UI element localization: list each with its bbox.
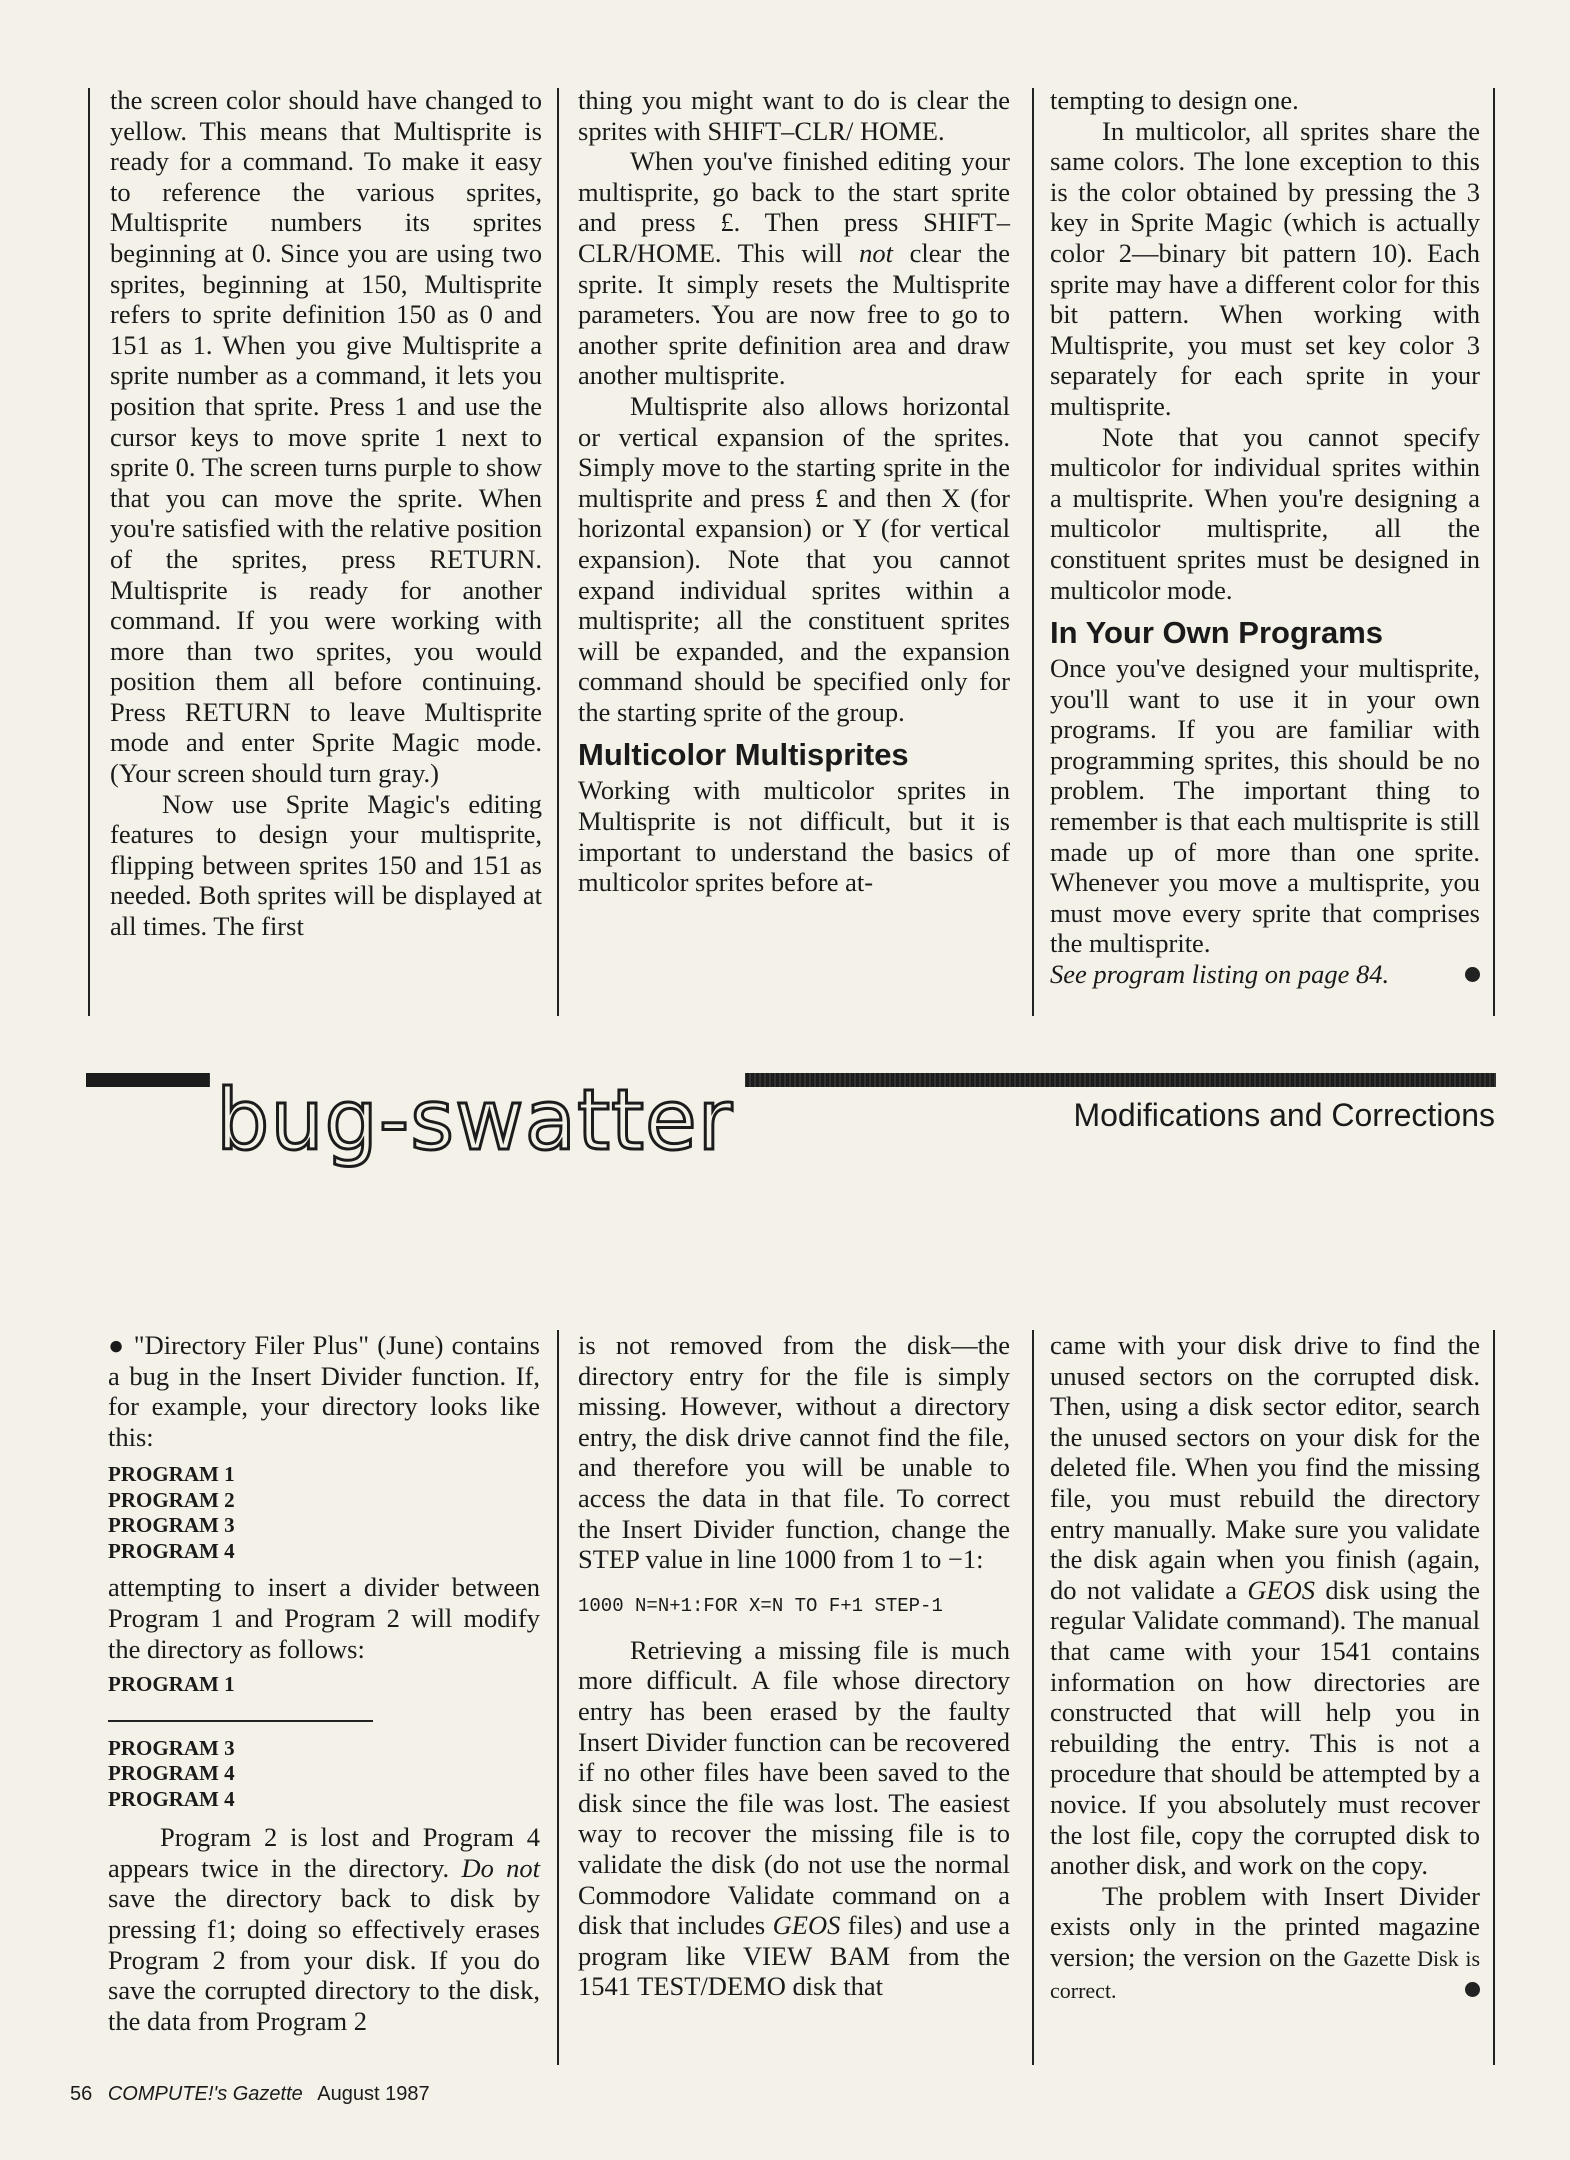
top-column-3 (1050, 85, 1480, 990)
paragraph: Program 2 is lost and Program 4 appears twice in the directory. Do not save the directory back to disk by pressing f1; doing so effectively erases Program 2 from your disk. If you do save the corrupted directory to the disk, the data from Program 2 (108, 1822, 541, 2036)
department-title: Modifications and Corrections (1073, 1097, 1495, 1133)
bullet-icon: ● (108, 1330, 134, 1360)
column-rule-top-left (88, 88, 90, 1016)
paragraph: Now use Sprite Magic's editing features to design your multisprite, flipping between sprites 150 and 151 as needed. Both sprites will be displayed at all times. The first (110, 788, 542, 942)
listing-line: PROGRAM 2 (108, 1487, 235, 1512)
page-number: 56 (70, 2083, 93, 2105)
section-heading: In Your Own Programs (1050, 615, 1384, 651)
bottom-column-2 (578, 1330, 1010, 2002)
paragraph: The problem with Insert Divider exists only in the printed magazine version; the version on the Gazette Disk is correct. (1050, 1880, 1481, 2004)
directory-listing (108, 1462, 540, 1564)
listing-line: PROGRAM 1 (108, 1672, 235, 1697)
code-line: 1000 N=N+1:FOR X=N TO F+1 STEP-1 (578, 1594, 943, 1617)
listing-line: PROGRAM 3 (108, 1735, 235, 1760)
paragraph: is not removed from the disk—the directory entry for the file is simply missing. However, without a directory entry, the disk drive cannot find the file, and therefore you will be unable to access the data in that file. To correct the Insert Divider function, change the STEP value in line 1000 from 1 to −1: (578, 1330, 1010, 1575)
paragraph: ● "Directory Filer Plus" (June) contains a bug in the Insert Divider function. If, for example, your directory looks like this: (108, 1330, 540, 1452)
paragraph: When you've finished editing your multisprite, go back to the start sprite and press £. Then press SHIFT–CLR/HOME. This will not clear the sprite. It simply resets the Multisprite parameters. You are now free to go to another sprite definition area and draw another multisprite. (578, 146, 1010, 391)
directory-listing-modified (108, 1672, 540, 1812)
listing-line: PROGRAM 3 (108, 1513, 235, 1538)
column-rule-top-right (1493, 88, 1495, 1016)
listing-line: PROGRAM 1 (108, 1462, 235, 1487)
top-column-2 (578, 85, 1010, 898)
column-rule-top-2 (1032, 88, 1034, 1016)
paragraph: tempting to design one. (1050, 85, 1299, 115)
paragraph: attempting to insert a divider between Program 1 and Program 2 will modify the directory as follows: (108, 1572, 540, 1664)
paragraph: Working with multicolor sprites in Multisprite is not difficult, but it is important to understand the basics of multicolor sprites before at- (578, 775, 1010, 898)
paragraph: Multisprite also allows horizontal or vertical expansion of the sprites. Simply move to the starting sprite in the multisprite and press £ and then X (for horizontal expansion) or Y (for vertical expansion). Note that you cannot expand individual sprites within a multisprite; all the constituent sprites will be expanded, and the expansion command should be specified only for the starting sprite of the group. (578, 390, 1010, 727)
page-footer (70, 2083, 440, 2106)
paragraph: came with your disk drive to find the unused sectors on the corrupted disk. Then, using a disk sector editor, search the unused sectors on your disk for the deleted file. When you find the missing file, you must rebuild the directory entry manually. Make sure you validate the disk again when you finish (again, do not validate a GEOS disk using the regular Validate command). The manual that came with your 1541 contains information on how directories are constructed that will help you in rebuilding the entry. This is not a procedure that should be attempted by a novice. If you absolutely must recover the lost file, copy the corrupted disk to another disk, and work on the copy. (1050, 1330, 1480, 1881)
column-rule-bottom-right (1493, 1330, 1495, 2065)
listing-line: PROGRAM 4 (108, 1761, 235, 1786)
paragraph: thing you might want to do is clear the sprites with SHIFT–CLR/ HOME. (578, 85, 1010, 146)
listing-line: PROGRAM 4 (108, 1786, 235, 1811)
column-rule-top-1 (557, 88, 559, 1016)
section-heading: Multicolor Multisprites (578, 737, 909, 773)
top-column-1 (110, 85, 542, 942)
program-listing-note: See program listing on page 84. (1050, 959, 1480, 990)
end-mark-icon (1465, 967, 1480, 982)
paragraph: In multicolor, all sprites share the same colors. The lone exception to this is the color obtained by pressing the 3 key in Sprite Magic (which is actually color 2—binary bit pattern 10). Each sprite may have a different color for this bit pattern. When working with Multisprite, you must set key color 3 separately for each sprite in your multisprite. (1050, 115, 1480, 421)
bottom-column-1 (108, 1330, 540, 2036)
column-rule-bottom-2 (1032, 1330, 1034, 2065)
paragraph: the screen color should have changed to yellow. This means that Multisprite is ready for a command. To make it easy to reference the various sprites, Multisprite numbers its sprites beginning at 0. Since you are using two sprites, beginning at 150, Multisprite refers to sprite definition 150 as 0 and 151 as 1. When you give Multisprite a sprite number as a command, it lets you position that sprite. Press 1 and use the cursor keys to move sprite 1 next to sprite 0. The screen turns purple to show that you can move the sprite. When you're satisfied with the relative position of the sprites, press RETURN. Multisprite is ready for another command. If you were working with more than two sprites, you would position them all before continuing. Press RETURN to leave Multisprite mode and enter Sprite Magic mode. (Your screen should turn gray.) (110, 85, 542, 789)
divider-line (108, 1720, 373, 1722)
paragraph: Retrieving a missing file is much more difficult. A file whose directory entry has been erased by the faulty Insert Divider function can be recovered if no other files have been saved to the disk since the file was lost. The easiest way to recover the missing file is to validate the disk (do not use the normal Commodore Validate command on a disk that includes GEOS files) and use a program like VIEW BAM from the 1541 TEST/DEMO disk that (578, 1634, 1010, 2002)
end-mark-icon (1465, 1982, 1480, 1997)
bottom-column-3 (1050, 1330, 1480, 2007)
paragraph: Once you've designed your multisprite, you'll want to use it in your own programs. If you are familiar with programming sprites, this should be no problem. The important thing to remember is that each multisprite is still made up of more than one sprite. Whenever you move a multisprite, you must move every sprite that comprises the multisprite. (1050, 653, 1480, 959)
issue-date: August 1987 (317, 2083, 430, 2105)
column-rule-bottom-1 (557, 1330, 559, 2065)
listing-line: PROGRAM 4 (108, 1538, 235, 1563)
paragraph: Note that you cannot specify multicolor for individual sprites within a multisprite. When you're designing a multicolor multisprite, all the constituent sprites must be designed in multicolor mode. (1050, 421, 1480, 605)
bug-swatter-logo: bug-swatter (210, 1072, 745, 1174)
publication-name: COMPUTE!'s Gazette (107, 2083, 303, 2105)
